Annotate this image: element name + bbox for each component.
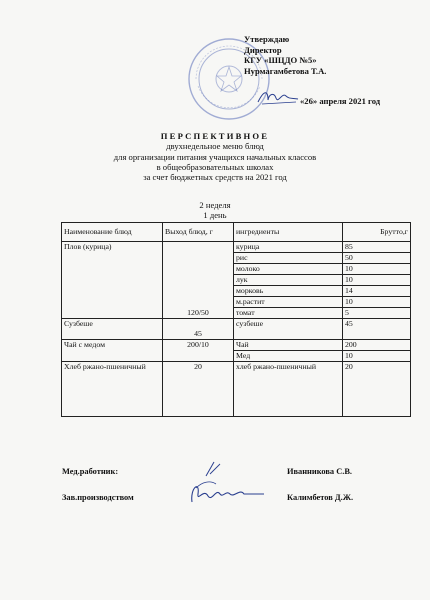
approval-line4: Нурмагамбетова Т.А. xyxy=(244,65,327,76)
production-head-label: Зав.производством xyxy=(62,493,134,502)
ingredient-cell: лук xyxy=(234,275,343,286)
ingredient-cell: Мед xyxy=(234,351,343,362)
approval-line1: Утверждаю xyxy=(244,34,290,44)
ingredient-cell: хлеб ржано-пшеничный xyxy=(234,362,343,417)
day-label: 1 день xyxy=(203,210,227,220)
menu-table xyxy=(61,222,411,417)
gross-cell: 10 xyxy=(343,275,411,286)
dish-name-cell: Чай с медом xyxy=(62,340,163,362)
heading-line5: за счет бюджетных средств на 2021 год xyxy=(143,172,287,183)
header-dish: Наименование блюд xyxy=(62,223,163,242)
table-row xyxy=(62,319,411,340)
ingredient-cell: рис xyxy=(234,253,343,264)
table-row xyxy=(62,242,411,253)
gross-cell: 10 xyxy=(343,297,411,308)
approval-line2: Директор xyxy=(244,44,282,55)
approval-date: «26» апреля 2021 год xyxy=(300,96,381,106)
gross-cell: 45 xyxy=(343,319,411,340)
table-header-row xyxy=(62,223,411,242)
gross-cell: 200 xyxy=(343,340,411,351)
gross-cell: 10 xyxy=(343,264,411,275)
week-label: 2 неделя xyxy=(199,200,231,210)
ingredient-cell: молоко xyxy=(234,264,343,275)
ingredient-cell: курица xyxy=(234,242,343,253)
med-worker-label: Мед.работник: xyxy=(62,467,119,476)
approval-line3: КГУ «ШЦДО №5» xyxy=(244,55,317,65)
production-head-name: Калимбетов Д.Ж. xyxy=(287,493,354,502)
ingredient-cell: м.растит xyxy=(234,297,343,308)
dish-name-cell: Сузбеше xyxy=(62,319,163,340)
dish-yield-cell: 20 xyxy=(163,362,234,417)
gross-cell: 50 xyxy=(343,253,411,264)
header-ingredients: ингредиенты xyxy=(234,223,343,242)
table-row xyxy=(62,340,411,351)
handwritten-signature xyxy=(186,458,266,508)
ingredient-cell: сузбеше xyxy=(234,319,343,340)
heading-line2: двухнедельное меню блюд xyxy=(166,141,264,152)
director-signature xyxy=(256,86,300,108)
ingredient-cell: морковь xyxy=(234,286,343,297)
gross-cell: 14 xyxy=(343,286,411,297)
ingredient-cell: Чай xyxy=(234,340,343,351)
ingredient-cell: томат xyxy=(234,308,343,319)
gross-cell: 85 xyxy=(343,242,411,253)
gross-cell: 10 xyxy=(343,351,411,362)
dish-name-cell: Плов (курица) xyxy=(62,242,163,319)
header-gross: Брутто,г xyxy=(343,223,411,242)
gross-cell: 5 xyxy=(343,308,411,319)
dish-yield-cell: 45 xyxy=(163,319,234,340)
heading-title: ПЕРСПЕКТИВНОЕ xyxy=(160,131,270,141)
heading-line3: для организации питания учащихся начальных классов xyxy=(113,151,317,162)
dish-yield-cell: 200/10 xyxy=(163,340,234,362)
med-worker-name: Иванникова С.В. xyxy=(287,467,353,476)
gross-cell: 20 xyxy=(343,362,411,417)
approval-block xyxy=(244,34,326,76)
table-row xyxy=(62,362,411,417)
header-yield: Выход блюд, г xyxy=(163,223,234,242)
dish-name-cell: Хлеб ржано-пшеничный xyxy=(62,362,163,417)
dish-yield-cell: 120/50 xyxy=(163,242,234,319)
week-day-label xyxy=(0,200,430,220)
heading-line4: в общеобразовательных школах xyxy=(156,161,274,172)
document-heading xyxy=(0,131,430,182)
